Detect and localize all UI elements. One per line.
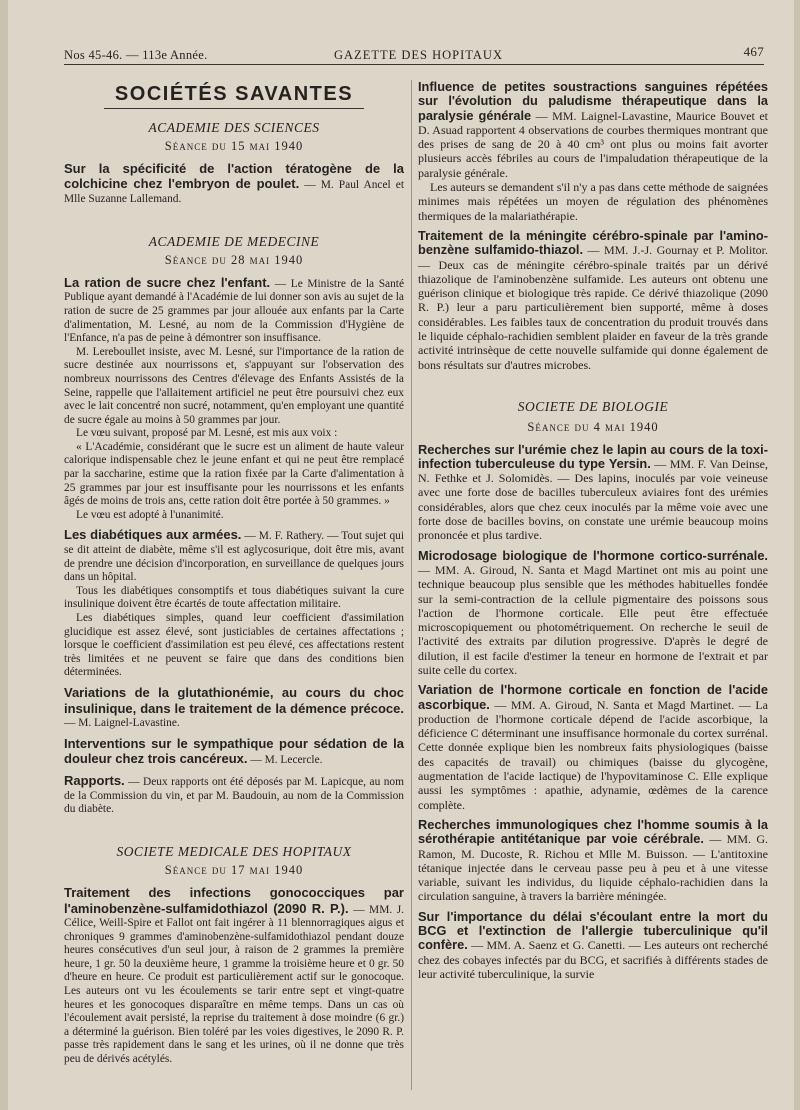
heading-societe-hopitaux: SOCIETE MEDICALE DES HOPITAUX [116, 843, 352, 859]
seance-academie-medecine: Séance du 28 mai 1940 [164, 253, 304, 268]
article-paragraph: Tous les diabétiques consomptifs et tous diabétiques suivant la cure insulinique doivent être écartés de toute affectation militaire. [64, 584, 404, 611]
article-authors: — M. Laignel-Lavastine. [64, 717, 180, 730]
title-rule [104, 108, 364, 109]
article-bcg [418, 910, 768, 981]
left-column [64, 80, 404, 1073]
column-divider [411, 80, 412, 1090]
seance-societe-hopitaux: Séance du 17 mai 1940 [164, 863, 304, 878]
article-text: — Deux rapports ont été déposés par M. Lapicque, au nom de la Commission du vin, et par M. Baudouin, au nom de la Commission du diabète. [64, 775, 404, 816]
journal-title: GAZETTE DES HOPITAUX [334, 48, 503, 62]
article-text: — MM. A. Giroud, N. Santa et Magd Martinet ont mis au point une technique beaucoup plus sensible que les méthodes habituelles fondée sur la semi-contraction de la cellule pigmentaire des poissons sous l'action de l'hormone corticale. Elle peut être effectuée microscopiquement ou photométriquement. On recherche le seuil de l'activité des extraits par dilution progressive. D'après le degré de dilution, il est facile d'estimer la teneur en hormone de l'extrait et par suite celle du cortex. [418, 562, 768, 677]
article-glutathionemie [64, 686, 404, 731]
article-title: Sur l'importance du délai s'écoulant entre la mort du BCG et l'extinction de l'allergie tuberculinique qu'il confère. [418, 908, 768, 953]
heading-academie-medecine: ACADEMIE DE MEDECINE [148, 233, 320, 249]
page-header [64, 44, 764, 64]
article-diabetiques [64, 528, 404, 680]
article-paragraph: Le vœu suivant, proposé par M. Lesné, est mis aux voix : [76, 427, 338, 440]
article-title: Interventions sur le sympathique pour sédation de la douleur chez trois cancéreux. [64, 735, 404, 767]
article-title: Les diabétiques aux armées. [64, 527, 242, 543]
article-paragraph: Le vœu est adopté à l'unanimité. [76, 508, 224, 521]
article-title: Variations de la glutathionémie, au cours du choc insulinique, dans le traitement de la démence précoce. [64, 684, 404, 716]
article-authors: — M. Paul Ancel et Mlle Suzanne Lallemand. [64, 179, 404, 205]
article-text: — MM. F. Van Deinse, N. Fethke et J. Solomidès. — Des lapins, inoculés par voie veineuse avec une forte dose de bacilles tuberculeux aviaires font des urémies considérables, alors que chez ceux inoculés par la même voie avec une forte dose de bacilles bovins, on constate une urémie beaucoup moins prononcée et plus tardive. [418, 456, 769, 543]
newspaper-page [8, 0, 794, 1110]
article-title: Sur la spécificité de l'action tératogène de la colchicine chez l'embryon de poulet. [64, 160, 404, 192]
article-paludisme [418, 80, 768, 223]
article-title: Traitement de la méningite cérébro-spinale par l'amino-benzène sulfamido-thiazol. [418, 227, 768, 258]
page-number: 467 [743, 44, 764, 59]
article-title: Traitement des infections gonococciques par l'aminobenzène-sulfamidothiazol (2090 R. P.). [64, 884, 404, 916]
article-text: — MM. G. Ramon, M. Ducoste, R. Richou et Mlle M. Buisson. — L'antitoxine tétanique injectée dans le cerveau passe peu à peu et à une vitesse variable, suivant les individus, du liquide céphalo-rachidien dans la circulation sanguine, à travers la barrière méningée. [418, 832, 768, 904]
article-title: Rapports. [64, 772, 125, 788]
article-text: — MM. J. Célice, Weill-Spire et Fallot ont fait ingérer à 11 blennorragiques aigus et chroniques 9 grammes d'aminobenzène-sulfamidothiazol pendant douze heures consécutives d'un seul jour, à raison de 2 grammes la première heure, 1 gr. 50 la deuxième heure, 1 gramme la troisième heure et 0 gr. 50 d'heure en heure. Ce produit est particulièrement actif sur le gonocoque. Les auteurs ont vu les écoulements se tarir entre sept et vingt-quatre heures et les gonocoques disparaître en même temps. Dans un cas où l'écoulement avait persisté, la reprise du traitement à dose moindre (6 gr.) a déterminé la guérison. Bien toléré par les voies digestives, le 2090 R. P. passe très rapidement dans le sang et les urines, où il ne donne que très peu de dérivés acétylés. [64, 903, 404, 1066]
article-paragraph: Les auteurs se demandent s'il n'y a pas dans cette méthode de saignées minimes mais répétées un moyen de régulation des phénomènes thermiques de la malariathérapie. [418, 180, 768, 223]
article-title: Recherches sur l'urémie chez le lapin au cours de la toxi-infection tuberculeuse du type Yersin. [418, 441, 768, 471]
article-serotherapie [418, 818, 768, 904]
heading-academie-sciences: ACADEMIE DES SCIENCES [148, 119, 320, 135]
article-text: — M. F. Rathery. — Tout sujet qui se dit atteint de diabète, même s'il est aglycosurique, doit être mis, avant de prendre une décision d'incorporation, en surveillance de quelques jours dans un hôpital. [64, 530, 404, 584]
article-meningite [418, 229, 768, 372]
article-text: — MM. J.-J. Gournay et P. Molitor. — Deux cas de méningite cérébro-spinale traités par un dérivé thiazolique de l'aminobenzène sulfamide. Les auteurs ont obtenu une guérison clinique et biologique très rapide. Ce dérivé thiazolique (2090 R. P.) leur a paru particulièrement bien supporté, même à doses considérables. Les faibles taux de concentration du produit trouvés dans le liquide céphalo-rachidien semblent plaider en faveur de la très grande activité intrinsèque de cette nouvelle sulfamide qui donne également de bons résultats sur d'autres microbes. [418, 243, 768, 372]
article-authors: — M. Lecercle. [247, 754, 323, 767]
article-paragraph: « L'Académie, considérant que le sucre est un aliment de haute valeur calorique indispensable chez le jeune enfant et qui ne peut être remplacé par la saccharine, estime que la ration fixée par la Carte d'alimentation à 25 grammes par jour est insuffisante pour les nourrissons et les enfants âgés de moins de trois ans, cette ration doit être portée à 50 grammes. » [64, 440, 404, 508]
header-rule [64, 64, 764, 65]
article-title: Microdosage biologique de l'hormone cortico-surrénale. [418, 547, 768, 563]
article-paragraph: Les diabétiques simples, quand leur coefficient d'assimilation glucidique est assez élevé, sont justiciables de certaines affectations ; lorsque le coefficient d'assimilation est peu élevé, ces affectations restent très limitées et ne peuvent se faire que dans des conditions bien déterminées. [64, 612, 404, 679]
article-rapports [64, 774, 404, 817]
article-paragraph: M. Lereboullet insiste, avec M. Lesné, sur l'importance de la ration de sucre destinée aux nourrissons et, s'appuyant sur l'observation des nombreux nourrissons des Centres d'élevage des Enfants Assistés de la Seine, rappelle que l'allaitement artificiel ne peut être poursuivi chez eux avec le lait concentré non sucré, notamment, qu'en employant une quantité de sucre égale au moins à 50 grammes par jour. [64, 345, 404, 426]
heading-societe-biologie: SOCIETE DE BIOLOGIE [517, 398, 669, 414]
article-title: Variation de l'hormone corticale en fonction de l'acide ascorbique. [418, 682, 768, 712]
article-uremie [418, 443, 768, 543]
article-hormone-corticale [418, 683, 768, 812]
article-ration-sucre [64, 276, 404, 523]
article-microdosage [418, 549, 768, 678]
article-text: — Le Ministre de la Santé Publique ayant demandé à l'Académie de lui donner son avis au sujet de la ration de sucre de 25 grammes par jour allouée aux enfants par la Carte d'alimentation, M. Lesné, au nom de la Commission d'Hygiène de l'Enfance, n'a pas de peine à démontrer son insuffisance. [64, 277, 404, 345]
right-column [418, 80, 768, 987]
article-title: Recherches immunologiques chez l'homme soumis à la sérothérapie antitétanique par voie cérébrale. [418, 816, 768, 847]
article-title: Influence de petites soustractions sanguines répétées sur l'évolution du paludisme thérapeutique dans la paralysie générale [418, 79, 768, 123]
article-text: — MM. A. Giroud, N. Santa et Magd Martinet. — La production de l'hormone corticale dépend de l'acide ascorbique, la déficience C déterminant une insuffisance hormonale du cortex surrénal. Cette donnée explique bien les nombreux faits physiologiques (baisse des capacités de travail) ou chimiques (baisse du glycogène, augmentation de l'acide lactique) de l'hypovitaminose C. Elle explique aussi les symptômes : apathie, adynamie, œdèmes de la carence complète. [418, 697, 768, 812]
article-colchicine [64, 162, 404, 207]
article-title: La ration de sucre chez l'enfant. [64, 274, 271, 290]
section-title: SOCIÉTÉS SAVANTES [114, 83, 354, 105]
article-text: — MM. A. Saenz et G. Canetti. — Les auteurs ont recherché chez des cobayes infectés par du BCG, et sacrifiés à différents stades de leur activité tuberculinique, la survie [418, 938, 768, 981]
seance-societe-biologie: Séance du 4 mai 1940 [527, 420, 659, 435]
article-sympathique [64, 737, 404, 768]
issue-number: Nos 45-46. — 113e Année. [64, 48, 208, 62]
article-text: — MM. Laignel-Lavastine, Maurice Bouvet et D. Asuad rapportent 4 observations de courbes thermiques montrant que des prises de sang de 20 à 40 cm³ ont plus ou moins fait avorter plusieurs accès fébriles au cours de l'impaludation thérapeutique de la paralysie générale. [418, 108, 769, 180]
seance-academie-sciences: Séance du 15 mai 1940 [164, 139, 304, 154]
article-gonococciques [64, 886, 404, 1067]
